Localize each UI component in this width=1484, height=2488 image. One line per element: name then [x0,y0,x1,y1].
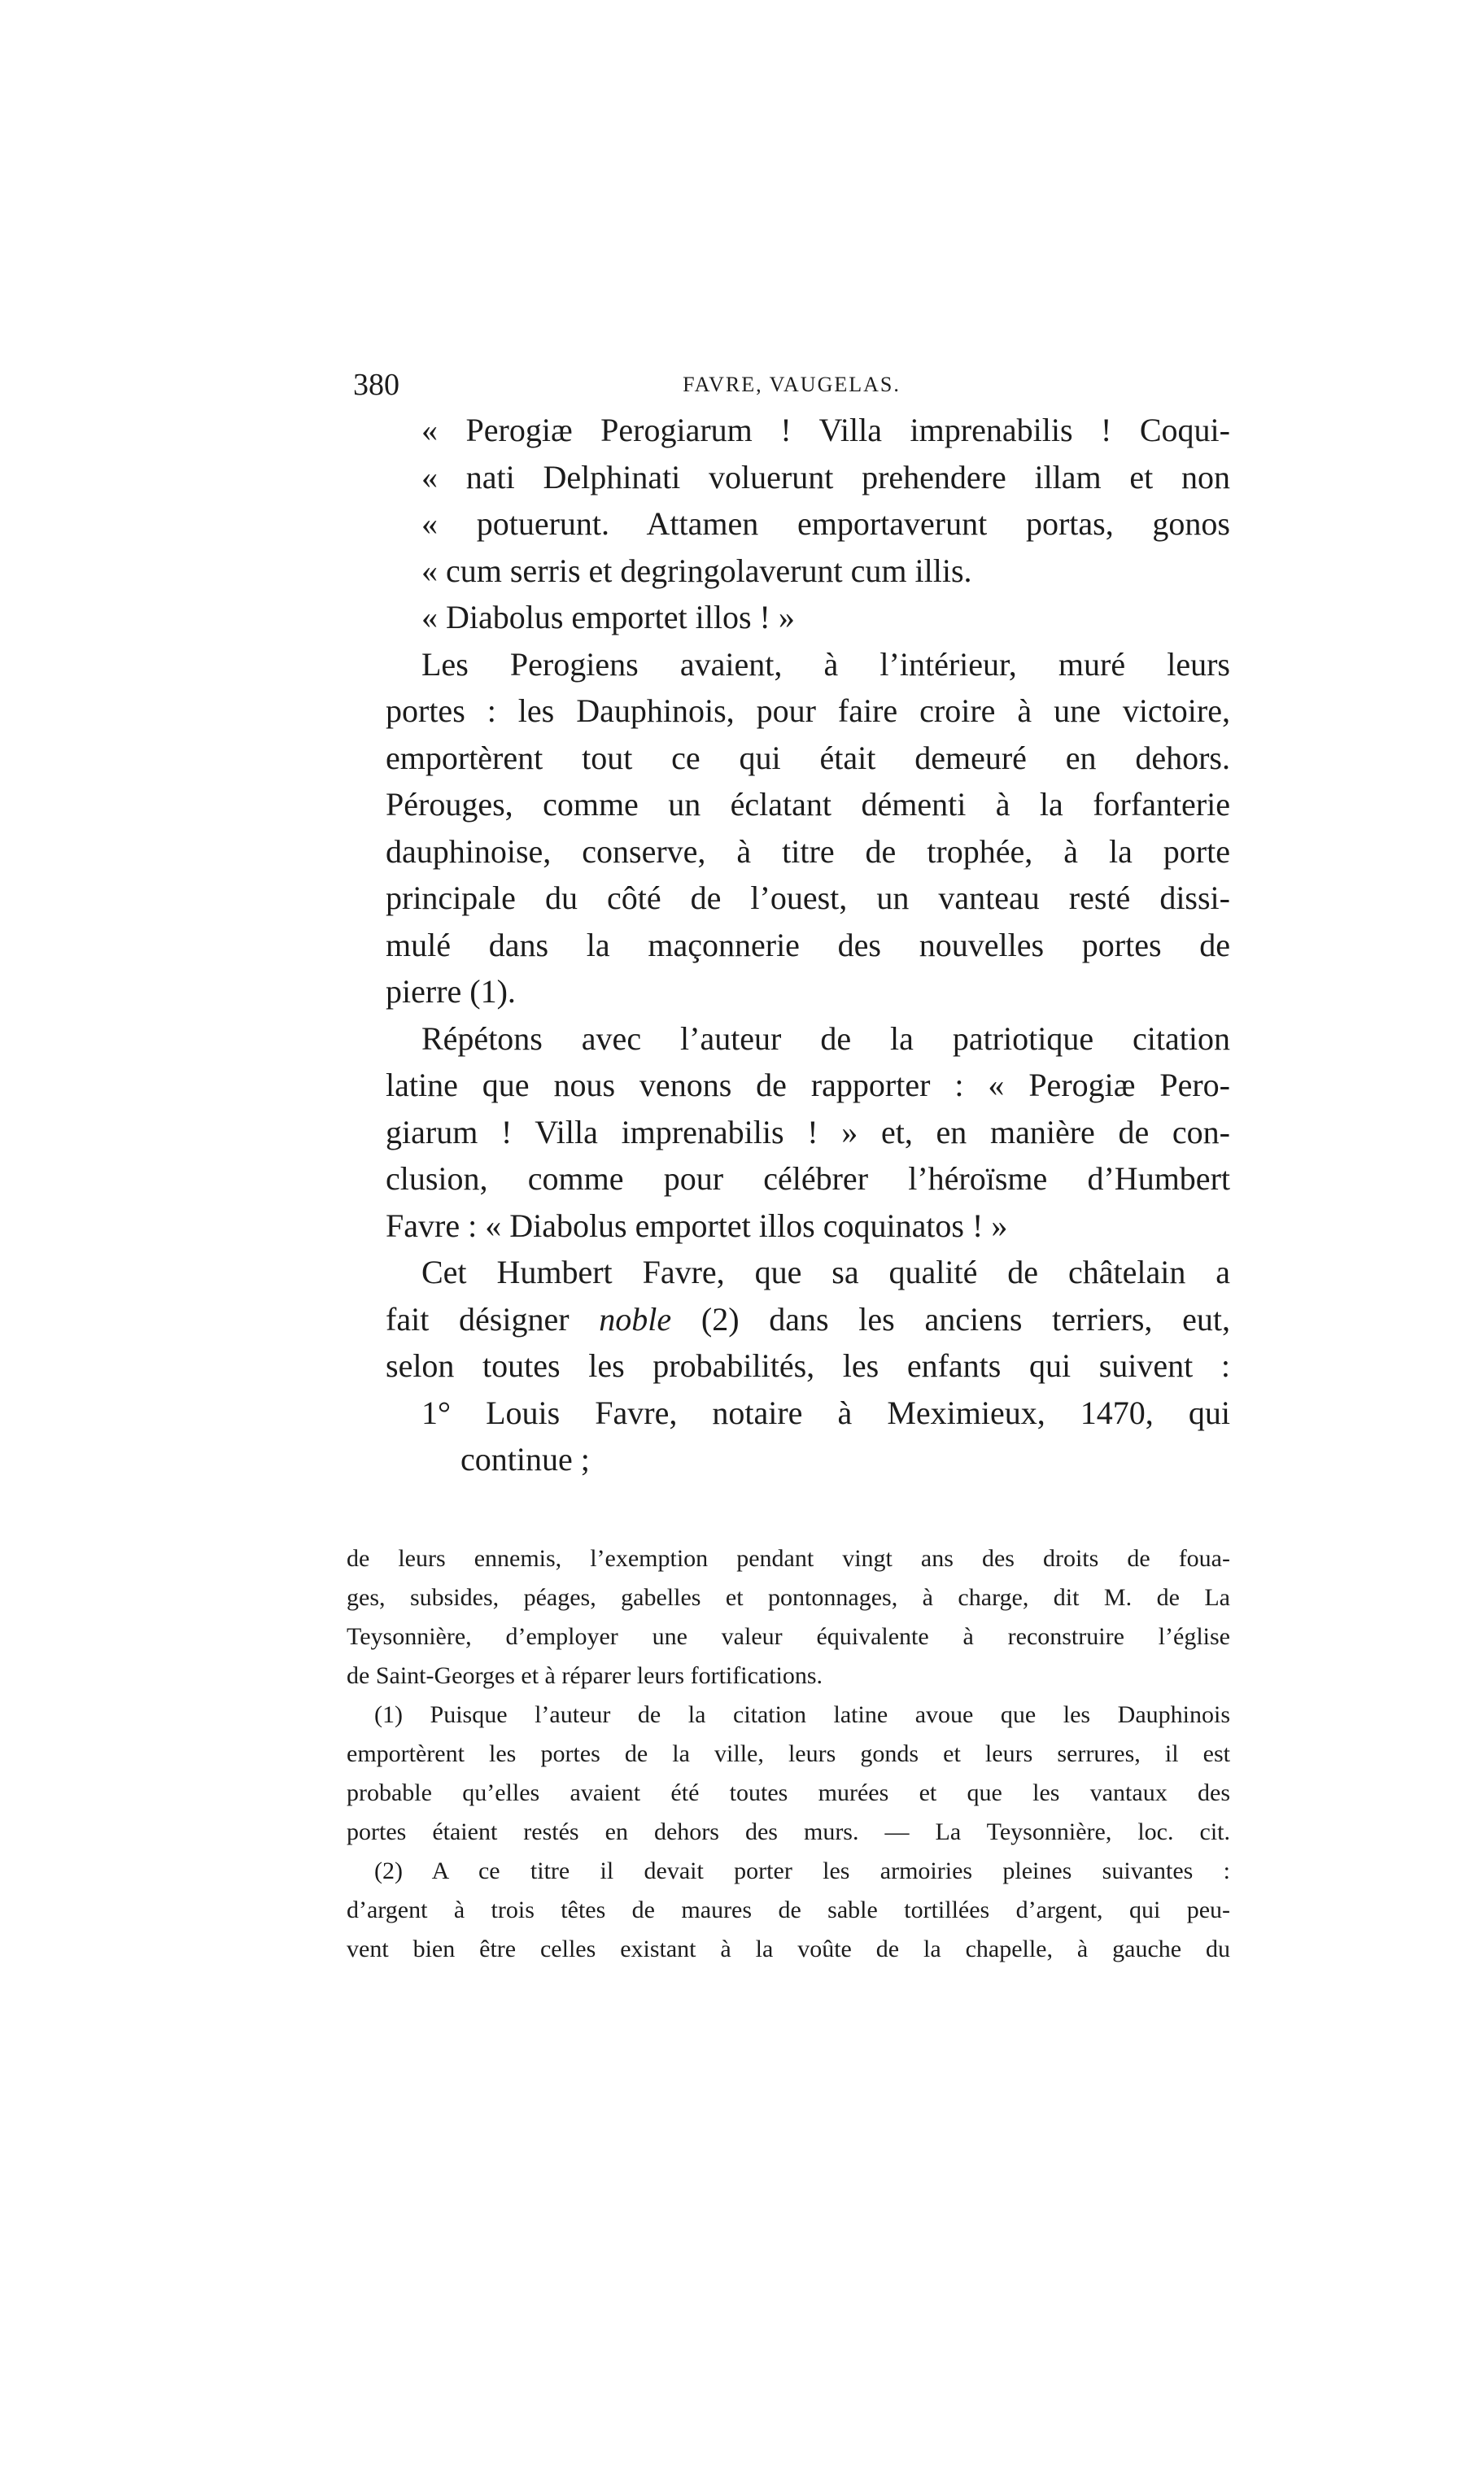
noble-line-after: (2) dans les anciens terriers, eut, [671,1300,1231,1338]
page-number: 380 [353,368,399,402]
body-lines-1 [386,407,1230,1296]
footnotes [347,1539,1230,1969]
body-line: Pérouges, comme un éclatant démenti à la forfanterie [386,786,1230,823]
body-line: « nati Delphinati voluerunt prehendere illam et non [421,458,1230,495]
footnote-line: de Saint-Georges et à réparer leurs fortifications. [347,1662,823,1689]
body-line: principale du côté de l’ouest, un vanteau resté dissi- [386,880,1230,916]
body-line: Les Perogiens avaient, à l’intérieur, muré leurs [421,645,1230,683]
running-head: FAVRE, VAUGELAS. [683,373,901,396]
body-line: Répétons avec l’auteur de la patriotique citation [421,1019,1230,1057]
footnote-line: (1) Puisque l’auteur de la citation latine avoue que les Dauphinois [374,1701,1230,1728]
footnote-line: emportèrent les portes de la ville, leurs gonds et leurs serrures, il est [347,1740,1230,1767]
body-line: « Perogiæ Perogiarum ! Villa imprenabilis ! Coqui- [421,412,1230,448]
body-line: 1° Louis Favre, notaire à Meximieux, 1470, qui [421,1394,1230,1431]
footnote-line: vent bien être celles existant à la voûte de la chapelle, à gauche du [347,1936,1230,1962]
body-line: « Diabolus emportet illos ! » [421,599,795,635]
footnote-line: ges, subsides, péages, gabelles et pontonnages, à charge, dit M. de La [347,1584,1230,1611]
body-line: continue ; [460,1441,590,1478]
footnote-line: de leurs ennemis, l’exemption pendant vingt ans des droits de foua- [347,1545,1230,1572]
body-line: « potuerunt. Attamen emportaverunt portas, gonos [421,505,1230,542]
footnote-line: portes étaient restés en dehors des murs. — La Teysonnière, loc. cit. [347,1818,1230,1845]
body-line: emportèrent tout ce qui était demeuré en dehors. [386,739,1230,776]
body-line: « cum serris et degringolaverunt cum illis. [421,552,972,589]
body-line: selon toutes les probabilités, les enfants qui suivent : [386,1347,1230,1384]
page-header [353,364,1230,405]
body-line: clusion, comme pour célébrer l’héroïsme d’Humbert [386,1160,1230,1197]
footnote-line: probable qu’elles avaient été toutes murées et que les vantaux des [347,1779,1230,1806]
body-line: pierre (1). [386,973,516,1010]
body-text [386,407,1230,1483]
footnote-line: (2) A ce titre il devait porter les armoiries pleines suivantes : [374,1857,1230,1884]
body-line-noble [386,1296,1230,1343]
body-line: Favre : « Diabolus emportet illos coquinatos ! » [386,1207,1008,1244]
body-line: giarum ! Villa imprenabilis ! » et, en manière de con- [386,1113,1230,1150]
body-line: mulé dans la maçonnerie des nouvelles portes de [386,926,1230,963]
footnote-line: d’argent à trois têtes de maures de sable tortillées d’argent, qui peu- [347,1897,1230,1923]
footnote-line: Teysonnière, d’employer une valeur équivalente à reconstruire l’église [347,1623,1230,1650]
body-line: portes : les Dauphinois, pour faire croire à une victoire, [386,692,1230,729]
noble-word: noble [599,1300,672,1338]
body-line: latine que nous venons de rapporter : « Perogiæ Pero- [386,1067,1230,1103]
body-line: dauphinoise, conserve, à titre de trophée, à la porte [386,832,1230,870]
body-line: Cet Humbert Favre, que sa qualité de châtelain a [421,1254,1230,1290]
body-lines-2 [386,1342,1230,1483]
noble-line-before: fait désigner [386,1300,600,1338]
